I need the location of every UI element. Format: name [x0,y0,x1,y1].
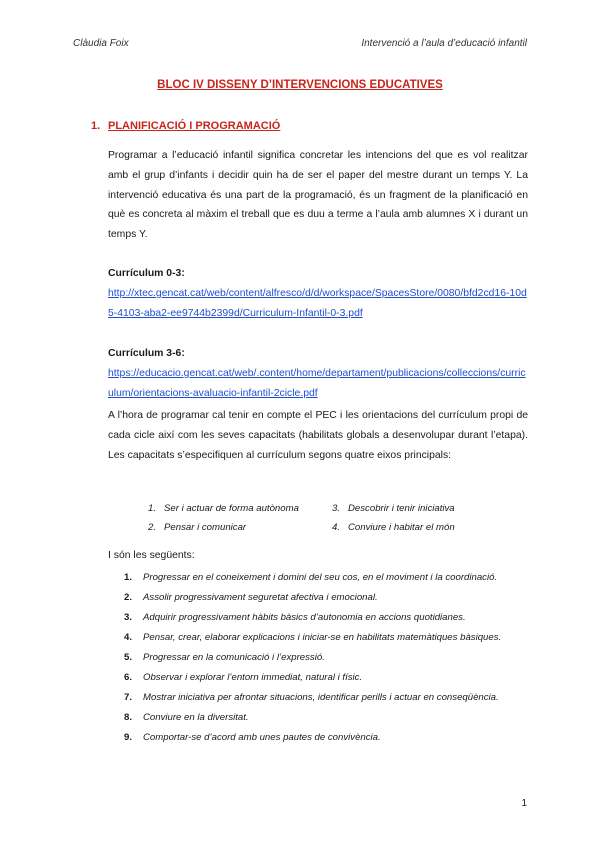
curriculum-03-link[interactable]: http://xtec.gencat.cat/web/content/alfresco/d/d/workspace/SpacesStore/0080/bfd2cd16-10d5-4103-aba2-ee9744b2399d/Curriculum-Infantil-0-3.pdf [108,288,527,319]
header-author: Clàudia Foix [73,38,129,49]
capacity-item: 2. Pensar i comunicar [148,522,247,533]
list-item: 4. Pensar, crear, elaborar explicacions i iniciar-se en habilitats matemàtiques bàsiques. [124,632,502,643]
header-course: Intervenció a l’aula d’educació infantil [361,38,527,49]
list-item: 6. Observar i explorar l’entorn immediat, natural i físic. [124,672,363,683]
list-item: 5. Progressar en la comunicació i l’expressió. [124,652,325,663]
capacity-item: 1. Ser i actuar de forma autònoma [148,503,299,514]
curriculum-03-label: Currículum 0-3: [108,268,185,279]
intro-paragraph: Programar a l’educació infantil significa concretar les intencions del que es vol realitzar amb el grup d’infants i decidir quin ha de ser el paper del mestre durant un temps Y. La intervenció educativa és una part de la programació, és un fragment de la planificació en què es concreta al màxim el treball que es duu a terme a l’aula amb alumnes X i durant un temps Y. [108,150,528,241]
objectives-list [124,568,544,748]
list-item: 3. Adquirir progressivament hàbits bàsics d’autonomia en accions quotidianes. [124,612,466,623]
capacity-item: 3. Descobrir i tenir iniciativa [332,503,455,514]
list-item: 9. Comportar-se d’acord amb unes pautes de convivència. [124,732,381,743]
list-item: 7. Mostrar iniciativa per afrontar situacions, identificar perills i actuar en conseqüència. [124,692,499,703]
section-number: 1. [91,120,101,132]
list-item: 2. Assolir progressivament seguretat afectiva i emocional. [124,592,378,603]
list-item: 8. Conviure en la diversitat. [124,712,249,723]
curriculum-36-label: Currículum 3-6: [108,348,185,359]
list-intro: I són les següents: [108,550,195,561]
curriculum-36-link[interactable]: https://educacio.gencat.cat/web/.content/home/departament/publicacions/colleccions/curriculum/orientacions-avaluacio-infantil-2cicle.pdf [108,368,526,399]
section-title: PLANIFICACIÓ I PROGRAMACIÓ [108,120,281,132]
capacities-paragraph: A l’hora de programar cal tenir en compte el PEC i les orientacions del currículum propi de cada cicle així com les seves capacitats (habilitats globals a desenvolupar durant l’etapa). Les capacitats s’especifiquen al currículum segons quatre eixos principals: [108,410,528,461]
capacity-item: 4. Conviure i habitar el món [332,522,455,533]
page-number: 1 [521,798,527,809]
section-heading [91,120,280,132]
page-title: BLOC IV DISSENY D’INTERVENCIONS EDUCATIVES [157,79,443,91]
list-item: 1. Progressar en el coneixement i domini del seu cos, en el moviment i la coordinació. [124,572,498,583]
